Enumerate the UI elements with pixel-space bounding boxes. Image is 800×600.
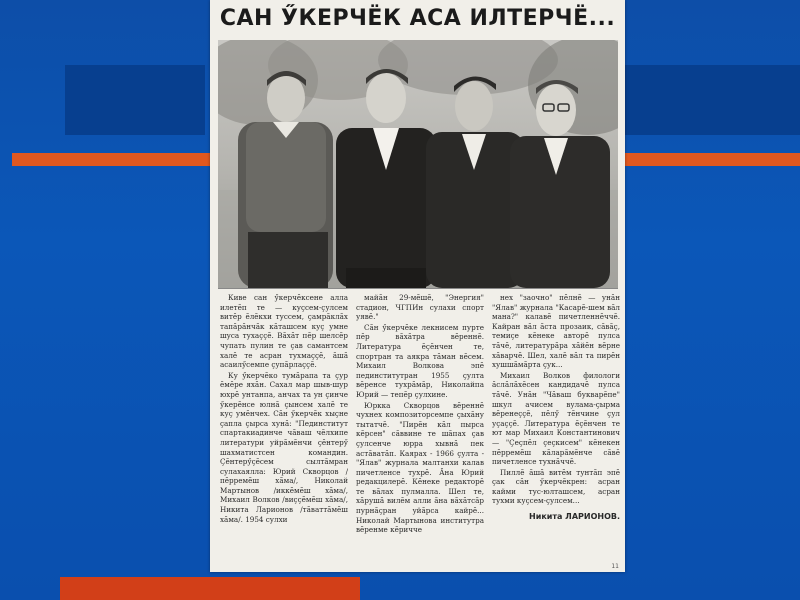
- orange-stripe-right: [625, 153, 800, 166]
- paragraph: Михаил Волков филологи ӑслӑлӑхӗсен кандидачӗ пулса тӑчӗ. Унӑн "Чӑваш букварӗпе" шкул ачисем вулама-ҫырма вӗренеҫҫӗ, пӗлӳ тӗнчине ҫул уҫаҫҫӗ. Литература ӗҫӗнчен те ют мар Михаил Константинович — "Ҫеҫпӗл ҫеҫкисем" кӗнекен пӗрремӗш кӑларӑмӗнче сӑвӗ пичетленсе тухнӑччӗ.: [492, 370, 620, 467]
- person-3: [426, 76, 524, 288]
- paragraph: нех "заочно" пӗлнӗ — унӑн "Ялав" журнала "Касарӗ-шем вӑл мана?" калавӗ пичетленнӗччӗ. Кайран вӑл ӑста прозаик, сӑвӑҫ, темиҫе кӗнеке авторӗ пулса тӑчӗ, литературӑра хӑйӗн вӗрне хӑварчӗ. Шел, халӗ вӑл та пирӗн хушшӑмӑрта ҫук...: [492, 293, 620, 370]
- paragraph: Ку ӳкерчӗко тумӑрапа та ҫур ӗмӗре яхӑн. Сахал мар шыв-шур юхрӗ унтанпа, анчах та ун ҫинче ӳкерӗнсе юлнӑ ҫынсем халӗ те куҫ умӗнчех. Сӑн ӳкерчӗк хыҫне ҫапла ҫырса хунӑ: "Пединститут спартакиадинче чӑваш чӗлхипе литератури уйрӑмӗнчи ҫӗнтерӳ шахматистсен командин. Ҫӗнтерӳҫӗсем сылтӑмран сулахаялла: Юрий Скворцов /пӗрремӗш хӑма/, Николай Мартынов /иккӗмӗш хӑма/, Михаил Волков /виҫҫӗмӗш хӑма/, Никита Ларионов /тӑваттӑмӗш хӑма/. 1954 сулхи: [220, 370, 348, 524]
- dark-blue-bar-left: [65, 65, 205, 135]
- group-photo: [218, 40, 618, 289]
- page-number: 11: [611, 563, 619, 570]
- paragraph: майӑн 29-мӗшӗ, "Энергия" стадион, ЧГПИн сулахи спорт уявӗ.": [356, 293, 484, 322]
- dark-blue-bar-right: [625, 65, 800, 135]
- orange-stripe-left: [12, 153, 210, 166]
- article-column-3: [492, 293, 620, 563]
- paragraph: Киве сан ӳкерчӗксене алла илетӗп те — куҫсем-ҫулсем витӗр ӗлӗкхи туссем, ҫамрӑклӑх тапӑрӑнчӑк кӑтaшсем куҫ умне шуса тухаҫҫӗ. Вӑхӑт пӗр шелсӗр чупать пулин те ҫав самантсем халӗ те асран тухмаҫҫӗ, ӑшӑ асаилӳсемпе ҫупӑрлаҫҫӗ.: [220, 293, 348, 370]
- group-photo-drawing: [218, 40, 618, 288]
- article-column-2: [356, 293, 484, 563]
- author-signature: Никита ЛАРИОНОВ.: [529, 512, 620, 522]
- paragraph: Сӑн ӳкерчӗке лекнисем пурте пӗр вӑхӑтра вӗреннӗ. Литература ӗҫӗнчен те, спортран та аякра тӑман вӗсем. Михаил Волкова эпӗ пединститутран 1955 ҫулта вӗренсе тухрӑмӑр, Николайпа Юрий — тепӗр ҫулхине.: [356, 322, 484, 399]
- person-2: [336, 69, 436, 288]
- article-body: [220, 293, 620, 563]
- paragraph: Пиллӗ ӑшӑ витӗм тунтӑп эпӗ ҫак сӑн ӳкерчӗкрен: асран кайми тус-юлташсем, асран тухми куҫсем-ҫулсем...: [492, 467, 620, 506]
- red-footer-bar: [60, 577, 360, 600]
- article-column-1: [220, 293, 348, 563]
- paragraph: Юркка Скворцов вӗреннӗ чухнех композиторсемпе ҫыхӑну тытатчӗ. "Пирӗн кӑл пырса кӗрсен" сӑввине те шӑпах ҫав ҫулсенче юрра хывнӑ пек астӑватӑп. Каярах - 1966 ҫулта - "Ялав" журнала малтанхи калав пичетленсе тухрӗ. Ӑна Юрий редакцилерӗ. Кӗнеке редакторӗ те вӑлах пулмалла. Шел те, хӑрушӑ вилӗм алли ӑна вӑхӑтсӑр пурнӑҫран уйӑрса кайрӗ... Николай Мартынова институтра вӗренме кӗричче: [356, 400, 484, 535]
- newspaper-clipping: [210, 0, 625, 572]
- article-headline: САН ӲКЕРЧЁК АСА ИЛТЕРЧЁ...: [219, 6, 616, 31]
